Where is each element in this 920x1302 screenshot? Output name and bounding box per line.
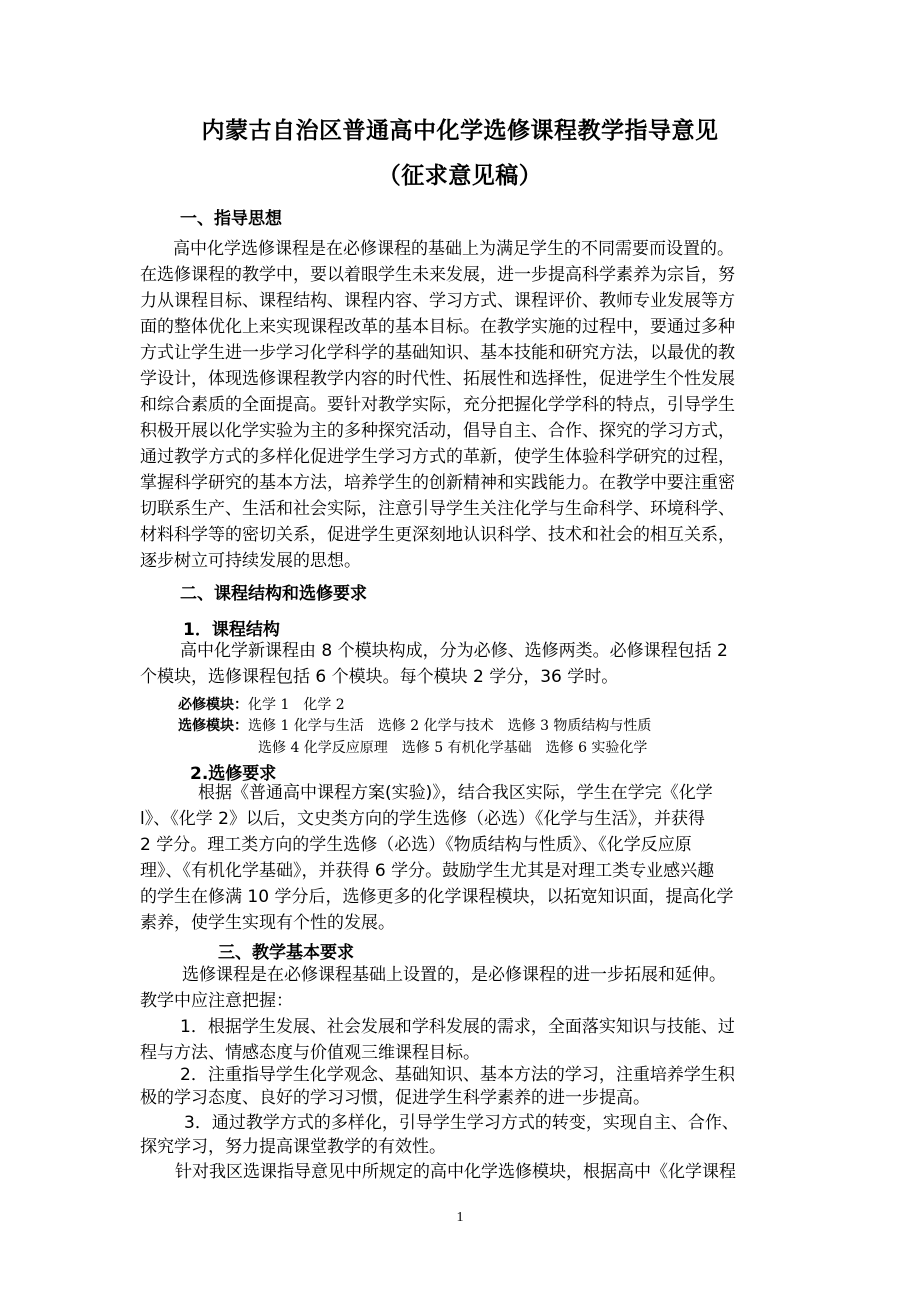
paragraph-line: 材料科学等的密切关系，促进学生更深刻地认识科学、技术和社会的相互关系， (140, 525, 735, 545)
document-subtitle: （征求意见稿） (377, 163, 543, 189)
elective-modules-line2: 选修 4 化学反应原理 选修 5 有机化学基础 选修 6 实验化学 (258, 740, 648, 756)
paragraph-line: 素养，使学生实现有个性的发展。 (140, 913, 395, 933)
section-heading-teaching-requirements: 三、教学基本要求 (218, 943, 354, 963)
paragraph-line: 探究学习，努力提高课堂教学的有效性。 (140, 1137, 446, 1157)
paragraph-line: 方式让学生进一步学习化学科学的基础知识、基本技能和研究方法，以最优的教 (140, 343, 735, 363)
section-heading-guiding-ideas: 一、指导思想 (180, 209, 282, 229)
paragraph-line: 面的整体优化上来实现课程改革的基本目标。在教学实施的过程中，要通过多种 (140, 317, 735, 337)
paragraph-line: 的学生在修满 10 学分后，选修更多的化学课程模块，以拓宽知识面，提高化学 (140, 887, 734, 907)
paragraph-line: 针对我区选课指导意见中所规定的高中化学选修模块，根据高中《化学课程 (175, 1162, 736, 1182)
paragraph-line: 极的学习态度、良好的学习习惯，促进学生科学素养的进一步提高。 (140, 1088, 650, 1108)
paragraph-line: 高中化学新课程由 8 个模块构成，分为必修、选修两类。必修课程包括 2 (180, 641, 728, 661)
paragraph-line: 逐步树立可持续发展的思想。 (140, 551, 361, 571)
paragraph-line: 2．注重指导学生化学观念、基础知识、基本方法的学习，注重培养学生积 (180, 1065, 735, 1085)
page-number: 1 (456, 1210, 464, 1225)
paragraph-line: 在选修课程的教学中，要以着眼学生未来发展，进一步提高科学素养为宗旨，努 (140, 265, 735, 285)
elective-modules-label: 选修模块： (178, 718, 248, 734)
elective-modules (178, 715, 651, 735)
paragraph-line: 切联系生产、生活和社会实际，注意引导学生关注化学与生命科学、环境科学、 (140, 499, 735, 519)
paragraph-line: 程与方法、情感态度与价值观三维课程目标。 (140, 1043, 480, 1063)
paragraph-line: 和综合素质的全面提高。要针对教学实际，充分把握化学学科的特点，引导学生 (140, 395, 735, 415)
section-heading-course-structure: 二、课程结构和选修要求 (180, 584, 367, 604)
paragraph-line: 积极开展以化学实验为主的多种探究活动，倡导自主、合作、探究的学习方式， (140, 421, 735, 441)
elective-modules-line1: 选修 1 化学与生活 选修 2 化学与技术 选修 3 物质结构与性质 (248, 718, 652, 734)
paragraph-line: l》、《化学 2》以后，文史类方向的学生选修（必选）《化学与生活》，并获得 (140, 809, 705, 829)
paragraph-line: 个模块，选修课程包括 6 个模块。每个模块 2 学分，36 学时。 (140, 667, 619, 687)
paragraph-line: 教学中应注意把握： (140, 991, 293, 1011)
paragraph-line: 根据《普通高中课程方案(实验)》，结合我区实际，学生在学完《化学 (198, 783, 713, 803)
paragraph-line: 学设计，体现选修课程教学内容的时代性、拓展性和选择性，促进学生个性发展 (140, 369, 735, 389)
paragraph-line: 理》、《有机化学基础》，并获得 6 学分。鼓励学生尤其是对理工类专业感兴趣 (140, 861, 715, 881)
subsection-heading-course-structure: 1．课程结构 (183, 620, 280, 640)
required-modules (178, 694, 345, 714)
paragraph-line: 高中化学选修课程是在必修课程的基础上为满足学生的不同需要而设置的。 (173, 239, 734, 259)
subsection-heading-elective-requirements: 2.选修要求 (190, 764, 277, 784)
paragraph-line: 3．通过教学方式的多样化，引导学生学习方式的转变，实现自主、合作、 (184, 1113, 739, 1133)
required-modules-label: 必修模块： (178, 697, 248, 713)
paragraph-line: 掌握科学研究的基本方法，培养学生的创新精神和实践能力。在教学中要注重密 (140, 473, 735, 493)
paragraph-line: 1．根据学生发展、社会发展和学科发展的需求，全面落实知识与技能、过 (180, 1017, 735, 1037)
paragraph-line: 力从课程目标、课程结构、课程内容、学习方式、课程评价、教师专业发展等方 (140, 291, 735, 311)
paragraph-line: 通过教学方式的多样化促进学生学习方式的革新，使学生体验科学研究的过程， (140, 447, 735, 467)
paragraph-line: 选修课程是在必修课程基础上设置的，是必修课程的进一步拓展和延伸。 (182, 965, 726, 985)
paragraph-line: 2 学分。理工类方向的学生选修（必选）《物质结构与性质》、《化学反应原 (140, 835, 692, 855)
document-title: 内蒙古自治区普通高中化学选修课程教学指导意见 (201, 118, 719, 144)
required-modules-value: 化学 1 化学 2 (248, 697, 345, 713)
